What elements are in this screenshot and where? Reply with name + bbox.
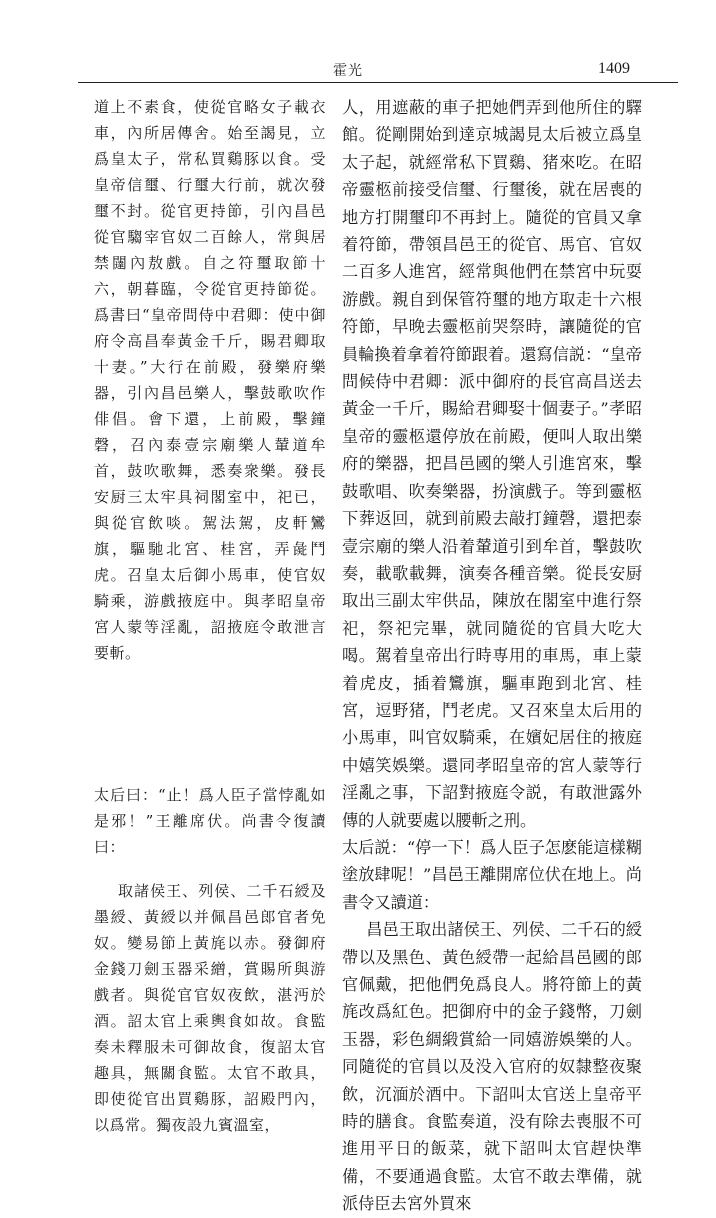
- translation-paragraph: 昌邑王取出諸侯王、列侯、二千石的綬帶以及黑色、黃色綬帶一起給昌邑國的郎官佩戴，把他們免爲良人。將符節上的黃旄改爲紅色。把御府中的金子錢幣，刀劍玉器，彩色綢緞賞給一同嬉游娛樂的人。同隨從的官員以及没入官府的奴隸整夜聚飲，沉湎於酒中。下詔叫太官送上皇帝平時的膳食。食監奏道，没有除去喪服不可進用平日的飯菜，就下詔叫太官趕快準備，不要通過食監。太官不敢去準備，就派侍臣去宮外買來: [342, 920, 642, 1214]
- header-rule: [78, 82, 678, 83]
- classical-paragraph: 取諸侯王、列侯、二千石綬及墨綬、黃綬以并佩昌邑郎官者免奴。變易節上黃旄以赤。發御府金錢刀劍玉器采繒，賞賜所與游戲者。與從官官奴夜飲，湛沔於酒。詔太官上乘輿食如故。食監奏未釋服未可御故食，復詔太官趣具，無關食監。太官不敢具，即使從官出買鷄豚，詔殿門內，以爲常。獨夜設九賓溫室，: [94, 882, 326, 1134]
- classical-text-column: [94, 94, 326, 1138]
- translation-column: [342, 94, 642, 1218]
- running-head: 霍光: [333, 63, 363, 79]
- classical-paragraph: 道上不素食，使從官略女子載衣車，內所居傳舍。始至謁見，立爲皇太子，常私買鷄豚以食。受皇帝信璽、行璽大行前，就次發璽不封。從官更持節，引內昌邑從官騶宰官奴二百餘人，常與居禁闥內敖戲。自之符璽取節十六，朝暮臨，令從官更持節從。爲書曰“皇帝問侍中君卿：使中御府令高昌奉黃金千斤，賜君卿取十妻。”大行在前殿，發樂府樂器，引內昌邑樂人，擊鼓歌吹作俳倡。會下還，上前殿，擊鐘磬，召內泰壹宗廟樂人輦道牟首，鼓吹歌舞，悉奏衆樂。發長安厨三太牢具祠閣室中，祀已，與從官飲啖。駕法駕，皮軒鸞旗，驅馳北宮、桂宮，弄彘鬥虎。召皇太后御小馬車，使官奴騎乘，游戲掖庭中。與孝昭皇帝宮人蒙等淫亂，詔掖庭令敢泄言要斬。: [94, 98, 326, 662]
- translation-paragraph: 太后説：“停一下！爲人臣子怎麽能這樣糊塗放肆呢！”昌邑王離開席位伏在地上。尚書令又讀道：: [342, 837, 642, 912]
- translation-paragraph: 人，用遮蔽的車子把她們弄到他所住的驛館。從剛開始到達京城謁見太后被立爲皇太子起，就經常私下買鷄、猪來吃。在昭帝靈柩前接受信璽、行璽後，就在居喪的地方打開璽印不再封上。隨從的官員又拿着符節，帶領昌邑王的從官、馬官、官奴二百多人進宮，經常與他們在禁宮中玩耍游戲。親自到保管符璽的地方取走十六根符節，早晚去靈柩前哭祭時，讓隨從的官員輪換着拿着符節跟着。還寫信説：“皇帝問候侍中君卿：派中御府的長官高昌送去黃金一千斤，賜給君卿娶十個妻子。”孝昭皇帝的靈柩還停放在前殿，便叫人取出樂府的樂器，把昌邑國的樂人引進宮來，擊鼓歌唱、吹奏樂器，扮演戲子。等到靈柩下葬返回，就到前殿去敲打鐘磬，還把泰壹宗廟的樂人沿着輦道引到牟首，擊鼓吹奏，載歌載舞，演奏各種音樂。從長安厨取出三副太牢供品，陳放在閣室中進行祭祀，祭祀完畢，就同隨從的官員大吃大喝。駕着皇帝出行時専用的車馬，車上蒙着虎皮，插着鸞旗，驅車跑到北宮、桂宮，逗野猪，鬥老虎。又召來皇太后用的小馬車，叫官奴騎乘，在嬪妃居住的掖庭中嬉笑娛樂。還同孝昭皇帝的宮人蒙等行淫亂之事，下詔對掖庭令説，有敢泄露外傳的人就要處以腰斬之刑。: [342, 98, 642, 830]
- page-number: 1409: [598, 60, 630, 77]
- classical-paragraph: 太后曰：“止！爲人臣子當悖亂如是邪！”王離席伏。尚書令復讀曰：: [94, 786, 326, 856]
- page-header: [0, 58, 716, 82]
